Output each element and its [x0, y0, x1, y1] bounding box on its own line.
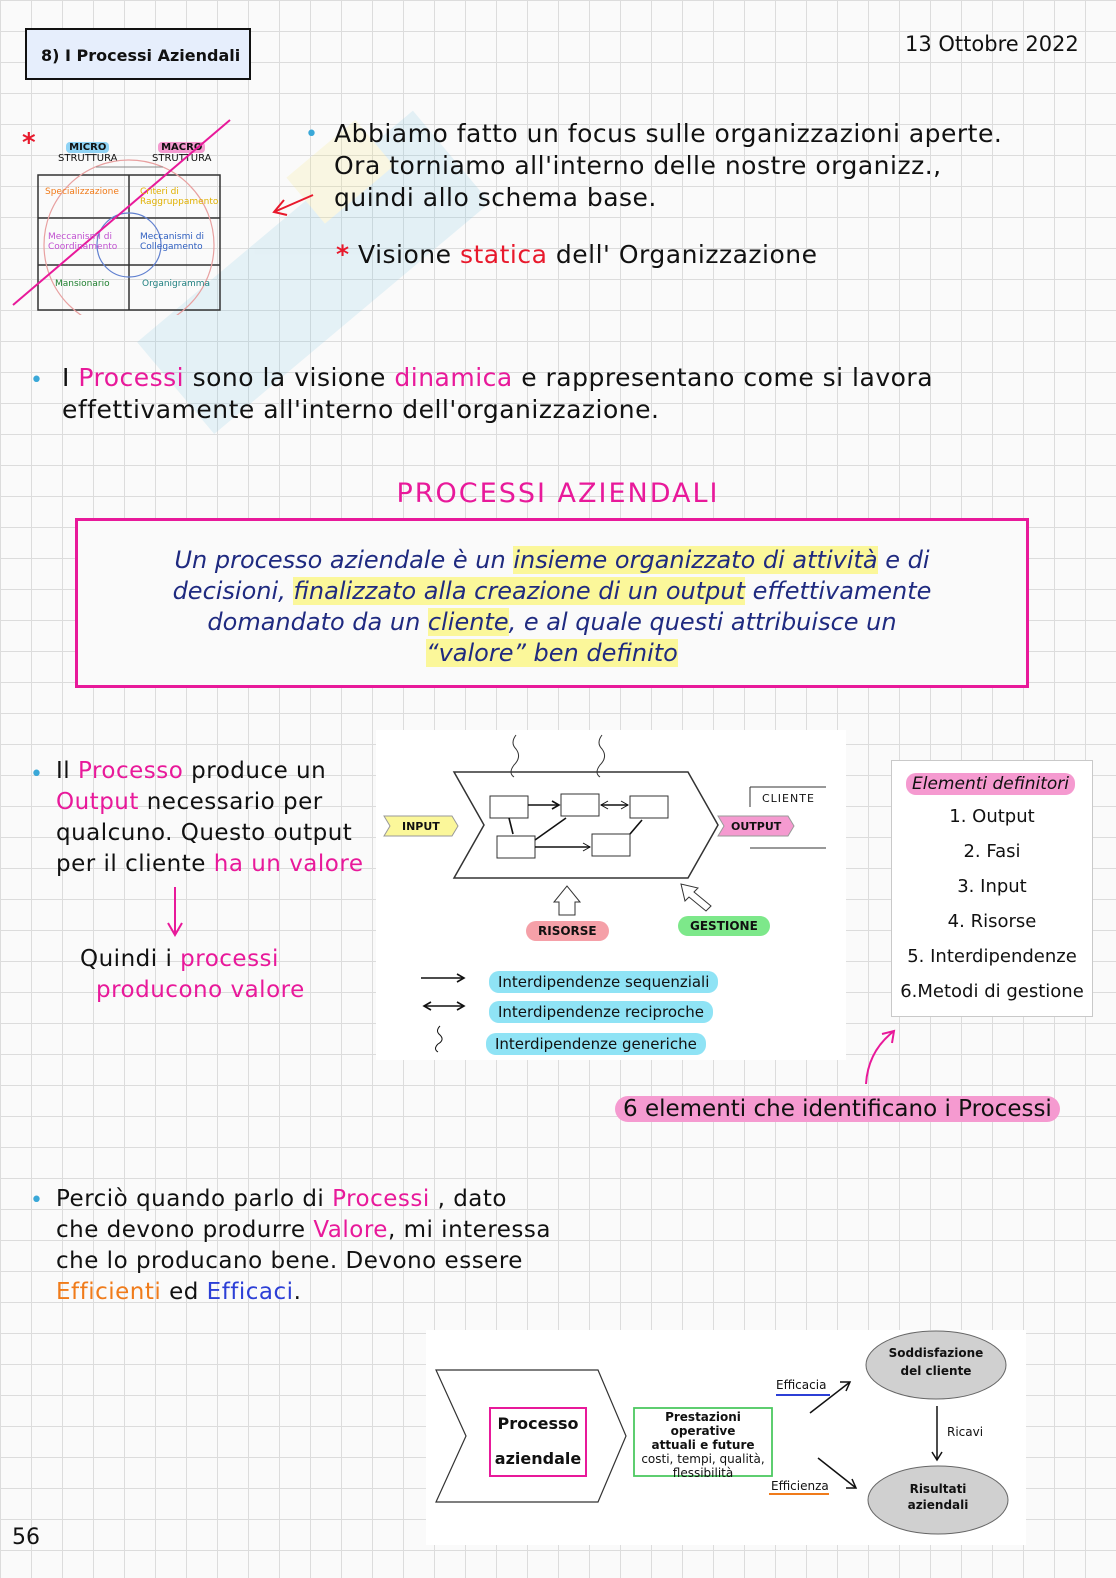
page-date: 13 Ottobre 2022: [905, 32, 1079, 56]
legend-reciproche: Interdipendenze reciproche: [489, 1001, 713, 1023]
output-conclusion: Quindi i processi producono valore: [80, 946, 305, 1003]
ricavi-label: Ricavi: [947, 1425, 984, 1439]
gestione-tag: GESTIONE: [678, 916, 770, 936]
schema-cell-1: Specializzazione: [45, 187, 119, 197]
bullet-icon: •: [30, 1188, 43, 1213]
risultati-label: Risultati aziendali: [907, 1482, 969, 1512]
prestazioni-label: Prestazioni operative attuali e future costi, tempi, qualità, flessibilità: [641, 1410, 765, 1480]
schema-micro-label: MICRO STRUTTURA: [58, 142, 118, 164]
element-item: 3. Input: [957, 876, 1027, 897]
definition-text: Un processo aziendale è un insieme organizzato di attività e di decisioni, finalizzato alla creazione di un output effettivamente domandato da un cliente, e al quale questi attribuisce un “valore” ben definito: [172, 546, 932, 667]
soddisfazione-label: Soddisfazione del cliente: [888, 1346, 984, 1378]
intro-text: Abbiamo fatto un focus sulle organizzazioni aperte. Ora torniamo all'interno delle nostre organizz., quindi allo schema base.: [334, 119, 1003, 212]
aziendale-label: aziendale: [494, 1449, 582, 1468]
star-marker: *: [22, 128, 36, 158]
visione-statica: * Visione statica dell' Organizzazione: [336, 240, 818, 269]
page-title: 8) I Processi Aziendali: [25, 28, 251, 80]
bullet-icon: •: [30, 762, 43, 787]
element-item: 4. Risorse: [947, 911, 1037, 932]
efficienza-label: Efficienza: [771, 1479, 829, 1493]
bullet-icon: •: [30, 368, 43, 393]
schema-macro-label: MACRO STRUTTURA: [152, 142, 212, 164]
elements-title: Elementi definitori: [906, 773, 1075, 795]
legend-sequenziali: Interdipendenze sequenziali: [489, 971, 718, 993]
schema-cell-4: Meccanismi di Collegamento: [140, 232, 204, 252]
schema-diagram: [8, 115, 258, 315]
arrow-down-icon: [165, 885, 185, 940]
six-elements-caption: 6 elementi che identificano i Processi: [615, 1096, 1060, 1122]
arrow-left-icon: [268, 190, 318, 220]
schema-cell-2: Criteri di Raggruppamento: [140, 187, 219, 207]
definition-box: [75, 518, 1029, 688]
element-item: 2. Fasi: [963, 841, 1021, 862]
input-tag: INPUT: [402, 820, 440, 833]
output-tag: OUTPUT: [731, 820, 782, 833]
processi-intro-text: I Processi sono la visione dinamica e rappresentano come si lavora effettivamente all'interno dell'organizzazione.: [62, 363, 934, 424]
schema-cell-6: Organigramma: [142, 279, 211, 289]
efficiency-diagram: [426, 1330, 1026, 1545]
cliente-label: CLIENTE: [762, 792, 815, 805]
schema-cell-3: Meccanismi di Coordinamento: [48, 232, 118, 252]
section-heading: PROCESSI AZIENDALI: [396, 478, 720, 509]
schema-cell-5: Mansionario: [55, 279, 110, 289]
legend-generiche: Interdipendenze generiche: [486, 1033, 706, 1055]
process-diagram: [376, 730, 846, 1060]
risorse-tag: RISORSE: [526, 921, 609, 941]
output-note: Il Processo produce un Output necessario per qualcuno. Questo output per il cliente ha un valore: [56, 758, 364, 877]
page-number: 56: [12, 1525, 40, 1550]
element-item: 5. Interdipendenze: [907, 946, 1077, 967]
conclusion-text: Perciò quando parlo di Processi , dato che devono produrre Valore, mi interessa che lo producano bene. Devono essere Efficienti ed Efficaci.: [56, 1186, 551, 1305]
element-item: 1. Output: [949, 806, 1035, 827]
arrow-up-icon: [858, 1026, 903, 1088]
element-item: 6.Metodi di gestione: [900, 981, 1084, 1002]
processo-label: Processo: [497, 1414, 579, 1433]
efficacia-label: Efficacia: [776, 1378, 827, 1392]
elements-box: [891, 760, 1093, 1017]
bullet-icon: •: [305, 122, 318, 147]
